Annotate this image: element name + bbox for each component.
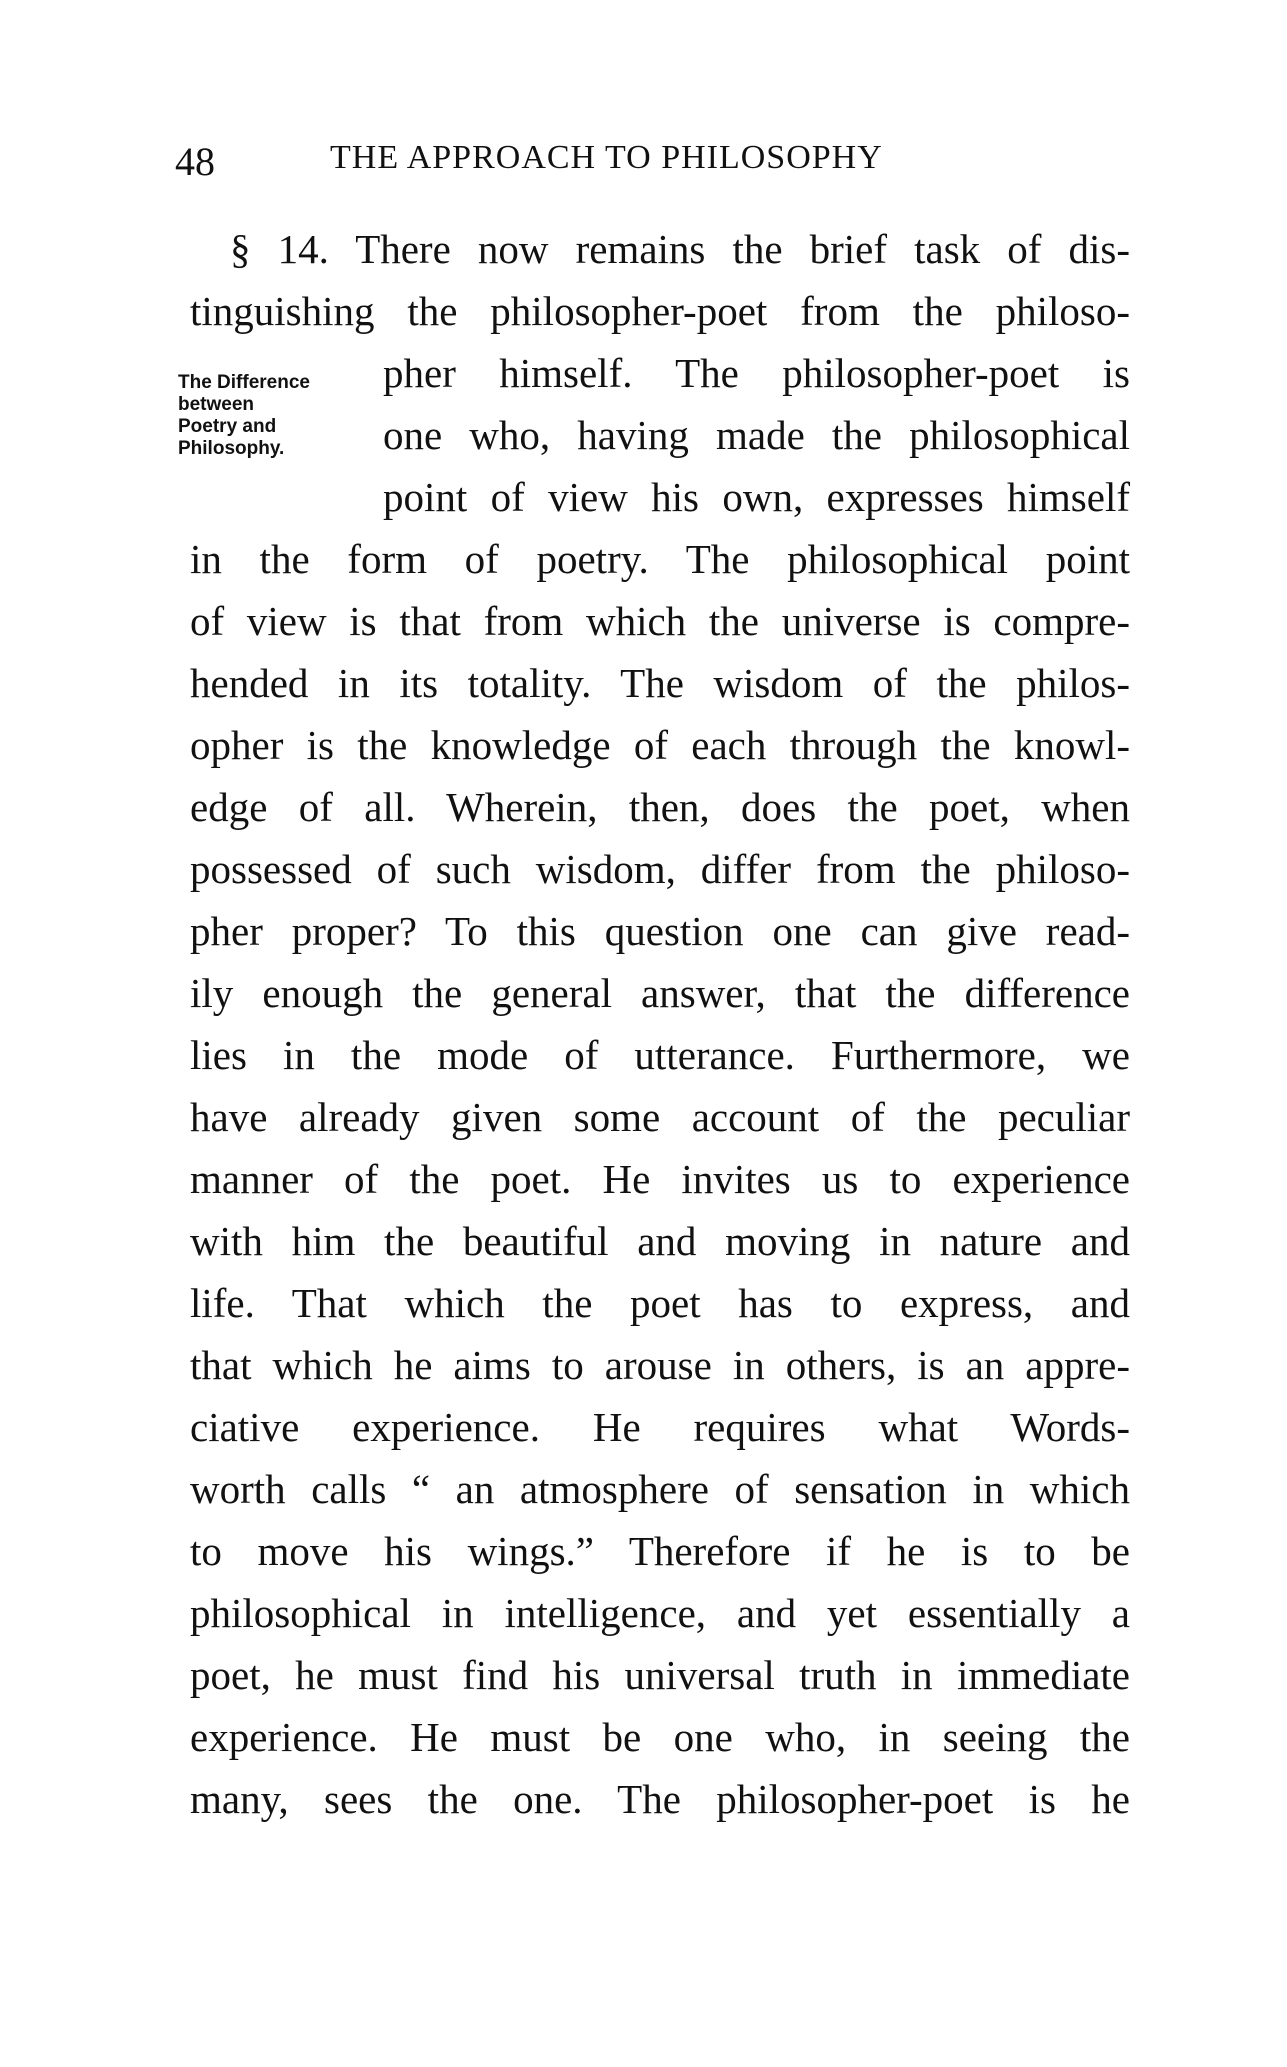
text-line: to move his wings.” Therefore if he is to be [190, 1528, 1130, 1574]
text-line: hended in its totality. The wisdom of the philos- [190, 660, 1130, 706]
page-number: 48 [175, 139, 215, 184]
text-line: poet, he must find his universal truth in immediate [190, 1652, 1130, 1698]
text-line: philosophical in intelligence, and yet essentially a [190, 1590, 1130, 1636]
text-line: point of view his own, expresses himself [383, 474, 1130, 520]
text-line: experience. He must be one who, in seeing the [190, 1714, 1130, 1760]
text-line: life. That which the poet has to express, and [190, 1280, 1130, 1326]
text-line: one who, having made the philosophical [383, 412, 1130, 458]
text-line: that which he aims to arouse in others, is an appre- [190, 1342, 1130, 1388]
margin-note-line: The Difference [178, 372, 310, 393]
text-line: worth calls “ an atmosphere of sensation in which [190, 1466, 1130, 1512]
running-head: THE APPROACH TO PHILOSOPHY [330, 139, 883, 176]
text-line: ily enough the general answer, that the difference [190, 970, 1130, 1016]
text-line: possessed of such wisdom, differ from the philoso- [190, 846, 1130, 892]
text-line: opher is the knowledge of each through the knowl- [190, 722, 1130, 768]
text-line: in the form of poetry. The philosophical point [190, 536, 1130, 582]
text-line: ciative experience. He requires what Words- [190, 1404, 1130, 1450]
text-line: manner of the poet. He invites us to experience [190, 1156, 1130, 1202]
text-line: have already given some account of the peculiar [190, 1094, 1130, 1140]
margin-note [178, 372, 368, 460]
text-line: with him the beautiful and moving in nature and [190, 1218, 1130, 1264]
text-line: edge of all. Wherein, then, does the poet, when [190, 784, 1130, 830]
margin-note-line: Philosophy. [178, 438, 285, 459]
margin-note-line: between [178, 394, 255, 415]
text-line: pher proper? To this question one can give read- [190, 908, 1130, 954]
text-line: lies in the mode of utterance. Furthermore, we [190, 1032, 1130, 1078]
margin-note-line: Poetry and [178, 416, 277, 437]
text-line: of view is that from which the universe is compre- [190, 598, 1130, 644]
text-line: pher himself. The philosopher-poet is [383, 350, 1130, 396]
text-line: tinguishing the philosopher-poet from the philoso- [190, 288, 1130, 334]
text-line: § 14. There now remains the brief task of dis- [230, 226, 1130, 272]
text-line: many, sees the one. The philosopher-poet is he [190, 1776, 1130, 1822]
